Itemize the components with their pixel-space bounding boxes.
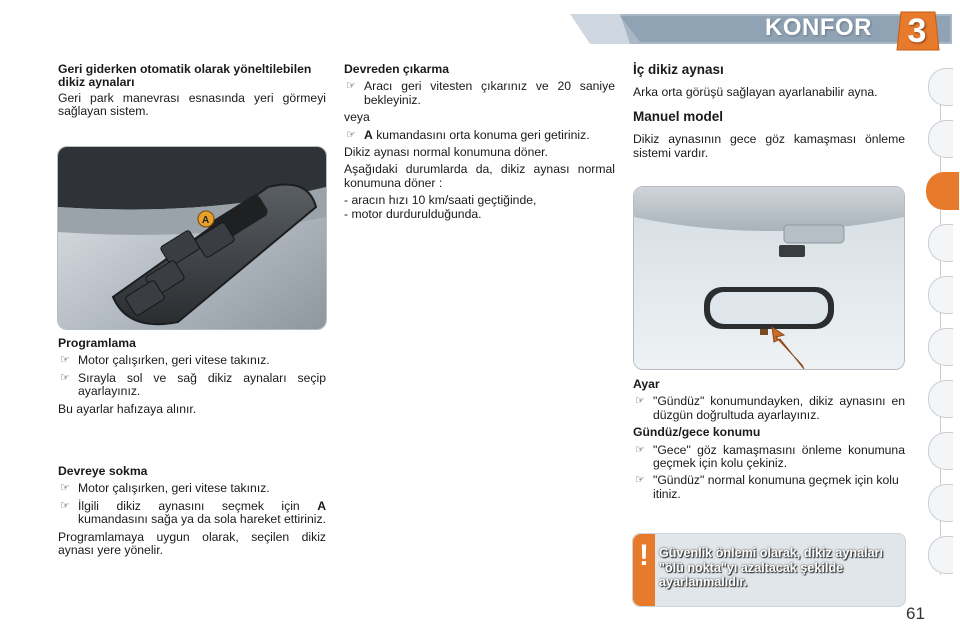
pointer-icon: ☞ — [635, 474, 645, 487]
pointer-icon: ☞ — [635, 443, 645, 456]
pointer-icon: ☞ — [60, 371, 70, 384]
svg-text:A: A — [202, 215, 210, 226]
bullet-item — [633, 444, 905, 471]
pointer-icon: ☞ — [60, 482, 70, 495]
chapter-tabs — [928, 68, 960, 578]
section-title: İç dikiz aynası — [633, 62, 724, 77]
list-item: - motor durdurulduğunda. — [344, 206, 482, 221]
bullet-text: kumandasını orta konuma geri getiriniz. — [372, 127, 590, 142]
paragraph: Aşağıdaki durumlarda da, dikiz aynası normal konumuna döner : — [344, 162, 615, 190]
chapter-banner — [560, 8, 952, 50]
safety-warning-box — [632, 533, 906, 607]
bullet-text: "Gündüz" konumundayken, dikiz aynasını en düzgün doğrultuda ayarlayınız. — [653, 394, 905, 422]
section-title: Ayar — [633, 377, 660, 391]
chapter-tab-4[interactable] — [928, 224, 953, 262]
bullet-text: Motor çalışırken, geri vitese takınız. — [78, 481, 270, 496]
control-key-label: A — [364, 127, 373, 142]
bullet-item — [58, 354, 326, 367]
chapter-tab-2[interactable] — [928, 120, 953, 158]
list-item: - aracın hızı 10 km/saati geçtiğinde, — [344, 193, 537, 208]
left-column-intro — [58, 63, 326, 119]
bullet-item — [58, 482, 326, 495]
bullet-item — [633, 474, 905, 501]
interior-mirror-section — [633, 63, 905, 160]
paragraph: Programlamaya uygun olarak, seçilen dikiz aynası yere yönelir. — [58, 529, 326, 558]
warning-text: Güvenlik önlemi olarak, dikiz aynaları "ölü nokta"yı azaltacak şekilde ayarlanmalıdır. — [659, 546, 883, 589]
pointer-icon: ☞ — [60, 499, 70, 512]
chapter-tab-7[interactable] — [928, 380, 953, 418]
bullet-text: İlgili dikiz aynasını seçmek için — [78, 498, 318, 513]
chapter-number: 3 — [907, 12, 927, 50]
paragraph: Dikiz aynasının gece göz kamaşması önleme sistemi vardır. — [633, 132, 905, 160]
bullet-text: "Gece" göz kamaşmasını önleme konumuna geçmek için kolu çekiniz. — [653, 442, 905, 471]
bullet-text: Motor çalışırken, geri vitese takınız. — [78, 353, 270, 368]
bullet-item — [344, 129, 615, 142]
chapter-tab-3-active[interactable] — [926, 172, 959, 210]
bullet-item — [344, 80, 615, 107]
section-title: Geri giderken otomatik olarak yöneltilebilen dikiz aynaları — [58, 62, 312, 90]
paragraph: Geri park manevrası esnasında yeri görmeyi sağlayan sistem. — [58, 90, 326, 119]
page-number: 61 — [906, 604, 925, 623]
bullet-text: Sırayla sol ve sağ dikiz aynaları seçip ayarlayınız. — [78, 370, 326, 399]
bullet-text: Aracı geri vitesten çıkarınız ve 20 saniye bekleyiniz. — [364, 79, 615, 107]
chapter-tab-1[interactable] — [928, 68, 953, 106]
deactivation-section — [344, 63, 615, 221]
paragraph: veya — [344, 110, 370, 125]
pointer-icon: ☞ — [60, 354, 70, 367]
rear-view-mirror-photo — [633, 186, 905, 370]
adjustment-section — [633, 378, 905, 501]
chapter-tab-9[interactable] — [928, 484, 953, 522]
control-key-label: A — [317, 498, 326, 513]
section-title: Programlama — [58, 336, 136, 350]
paragraph: Arka orta görüşü sağlayan ayarlanabilir ayna. — [633, 85, 878, 100]
section-title: Manuel model — [633, 108, 724, 124]
pointer-icon: ☞ — [346, 80, 356, 93]
section-title: Devreye sokma — [58, 464, 148, 478]
chapter-tab-5[interactable] — [928, 276, 953, 314]
bullet-item — [58, 500, 326, 527]
paragraph: Dikiz aynası normal konumuna döner. — [344, 145, 548, 160]
section-title: Gündüz/gece konumu — [633, 425, 761, 440]
mirror-switch-photo — [57, 146, 327, 330]
bullet-item — [633, 395, 905, 422]
chapter-tab-8[interactable] — [928, 432, 953, 470]
paragraph: Bu ayarlar hafızaya alınır. — [58, 401, 197, 416]
pointer-icon: ☞ — [346, 128, 356, 141]
bullet-item — [58, 372, 326, 399]
programming-section — [58, 337, 326, 416]
warning-icon: ! — [633, 534, 655, 606]
pointer-icon: ☞ — [635, 395, 645, 408]
activation-section — [58, 465, 326, 557]
chapter-tab-6[interactable] — [928, 328, 953, 366]
bullet-text: "Gündüz" normal konumuna geçmek için kolu itiniz. — [653, 473, 899, 501]
chapter-tab-10[interactable] — [928, 536, 953, 574]
bullet-text: kumandasını sağa ya da sola hareket ettiriniz. — [78, 512, 326, 527]
chapter-title: KONFOR — [765, 14, 872, 41]
section-title: Devreden çıkarma — [344, 62, 450, 76]
